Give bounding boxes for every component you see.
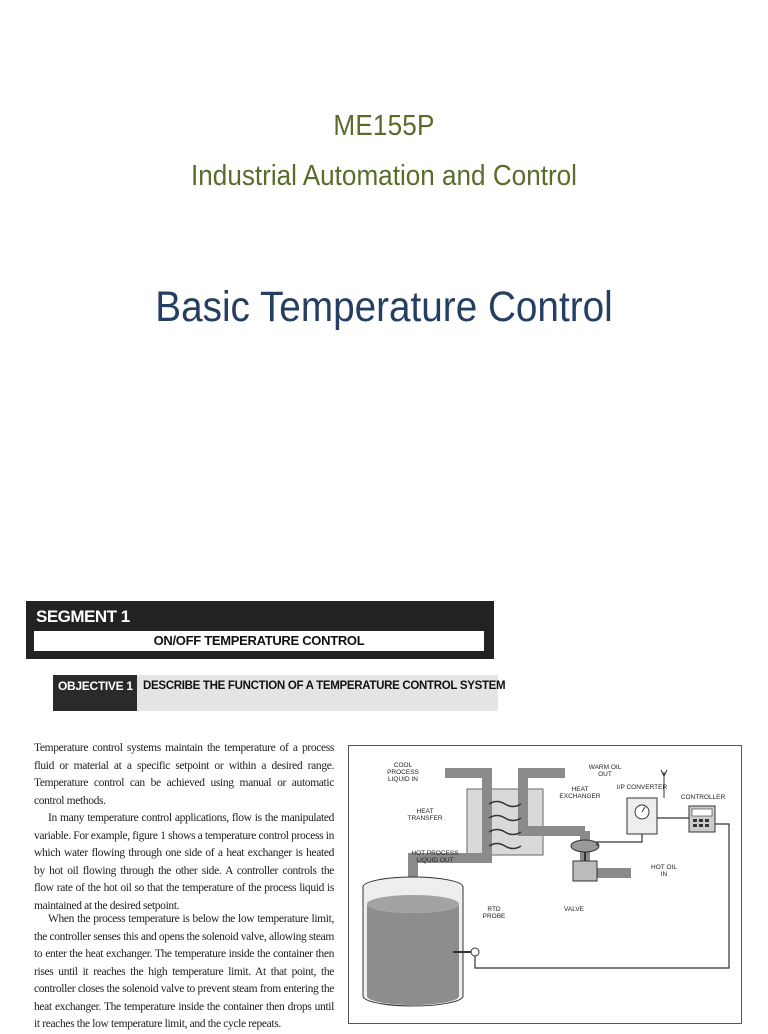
paragraph-1: Temperature control systems maintain the temperature of a process fluid or material at a specific setpoint or within a desired range. Temperature control can be achieved using manual or automatic control methods. (34, 742, 334, 807)
label-heat-exchanger: HEAT EXCHANGER (559, 786, 601, 800)
objective-tag: OBJECTIVE 1 (53, 675, 137, 711)
label-rtd-probe: RTD PROBE (482, 906, 506, 920)
scanned-document (0, 595, 768, 1030)
temperature-control-figure (348, 745, 742, 1024)
label-valve: VALVE (564, 906, 584, 913)
segment-header (26, 601, 494, 659)
objective-text: DESCRIBE THE FUNCTION OF A TEMPERATURE CONTROL SYSTEM (143, 680, 506, 692)
body-text-top (34, 740, 334, 915)
label-warm-out: WARM OIL OUT (588, 764, 622, 778)
process-diagram (349, 746, 742, 1024)
paragraph-3: When the process temperature is below the low temperature limit, the controller senses this and opens the solenoid valve, allowing steam to enter the heat exchanger. The temperature inside the container then rises until it reaches the high temperature limit. At that point, the controller closes the solenoid valve to prevent steam from entering the heat exchanger. The temperature inside the container then drops until it reaches the low temperature limit, and the cycle repeats. (34, 913, 334, 1030)
segment-title: ON/OFF TEMPERATURE CONTROL (32, 629, 486, 653)
course-name: Industrial Automation and Control (191, 160, 577, 192)
label-hot-process-out: HOT PROCESS LIQUID OUT (411, 850, 459, 864)
label-heat-transfer: HEAT TRANSFER (407, 808, 443, 822)
label-ip-converter: I/P CONVERTER (616, 784, 668, 791)
body-text-bottom (34, 911, 334, 1034)
label-cool-in: COOL PROCESS LIQUID IN (387, 762, 419, 783)
objective-row (53, 675, 506, 711)
valve-shape (573, 861, 597, 881)
segment-label: SEGMENT 1 (36, 607, 130, 626)
slide-title: Basic Temperature Control (155, 283, 613, 331)
label-hot-oil-in: HOT OIL IN (651, 864, 677, 878)
course-code: ME155P (333, 110, 435, 142)
label-controller: CONTROLLER (680, 794, 726, 801)
heat-exchanger-shape (467, 789, 543, 855)
paragraph-2: In many temperature control applications, flow is the manipulated variable. For example, figure 1 shows a temperature control process in which water flowing through one side of a heat exchanger is heated by hot oil flowing through the other side. A controller controls the flow rate of the hot oil so that the temperature of the process liquid is maintained at the desired setpoint. (34, 812, 334, 912)
